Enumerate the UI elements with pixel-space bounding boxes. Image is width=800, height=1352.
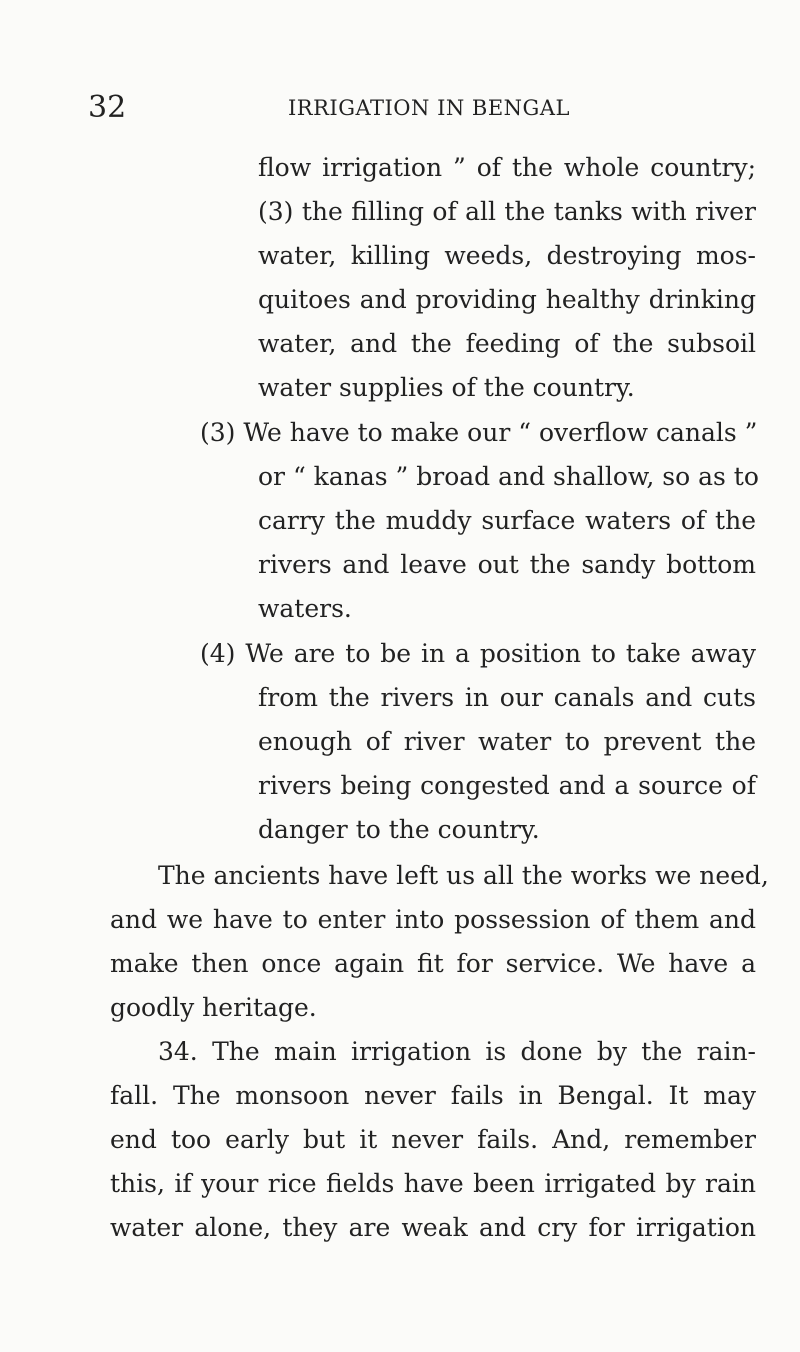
text-line: flow irrigation ” of the whole country; — [258, 153, 756, 182]
text-line: rivers being congested and a source of — [258, 771, 756, 800]
text-line: enough of river water to prevent the — [258, 727, 756, 756]
text-line: water supplies of the country. — [258, 373, 635, 402]
text-line: danger to the country. — [258, 815, 540, 844]
text-line: water alone, they are weak and cry for irrigation — [110, 1213, 756, 1242]
text-line: goodly heritage. — [110, 993, 317, 1022]
text-line: from the rivers in our canals and cuts — [258, 683, 756, 712]
text-line: quitoes and providing healthy drinking — [258, 285, 756, 314]
text-line: rivers and leave out the sandy bottom — [258, 550, 756, 579]
text-line: (3) the filling of all the tanks with river — [258, 197, 756, 226]
text-line: water, killing weeds, destroying mos- — [258, 241, 756, 270]
text-line: make then once again fit for service. We have a — [110, 949, 756, 978]
text-line: fall. The monsoon never fails in Bengal. It may — [110, 1081, 756, 1110]
text-line: (3) We have to make our “ overflow canals ” — [200, 418, 758, 447]
text-line: (4) We are to be in a position to take away — [200, 639, 756, 668]
text-line: carry the muddy surface waters of the — [258, 506, 756, 535]
running-head: IRRIGATION IN BENGAL — [288, 96, 570, 120]
page-number: 32 — [88, 90, 127, 125]
text-line: or “ kanas ” broad and shallow, so as to — [258, 462, 759, 491]
text-line: end too early but it never fails. And, remember — [110, 1125, 756, 1154]
text-line: water, and the feeding of the subsoil — [258, 329, 756, 358]
text-line: 34. The main irrigation is done by the rain- — [158, 1037, 756, 1066]
text-line: this, if your rice fields have been irrigated by rain — [110, 1169, 756, 1198]
text-line: and we have to enter into possession of them and — [110, 905, 756, 934]
text-line: The ancients have left us all the works we need, — [158, 861, 769, 890]
text-line: waters. — [258, 594, 352, 623]
